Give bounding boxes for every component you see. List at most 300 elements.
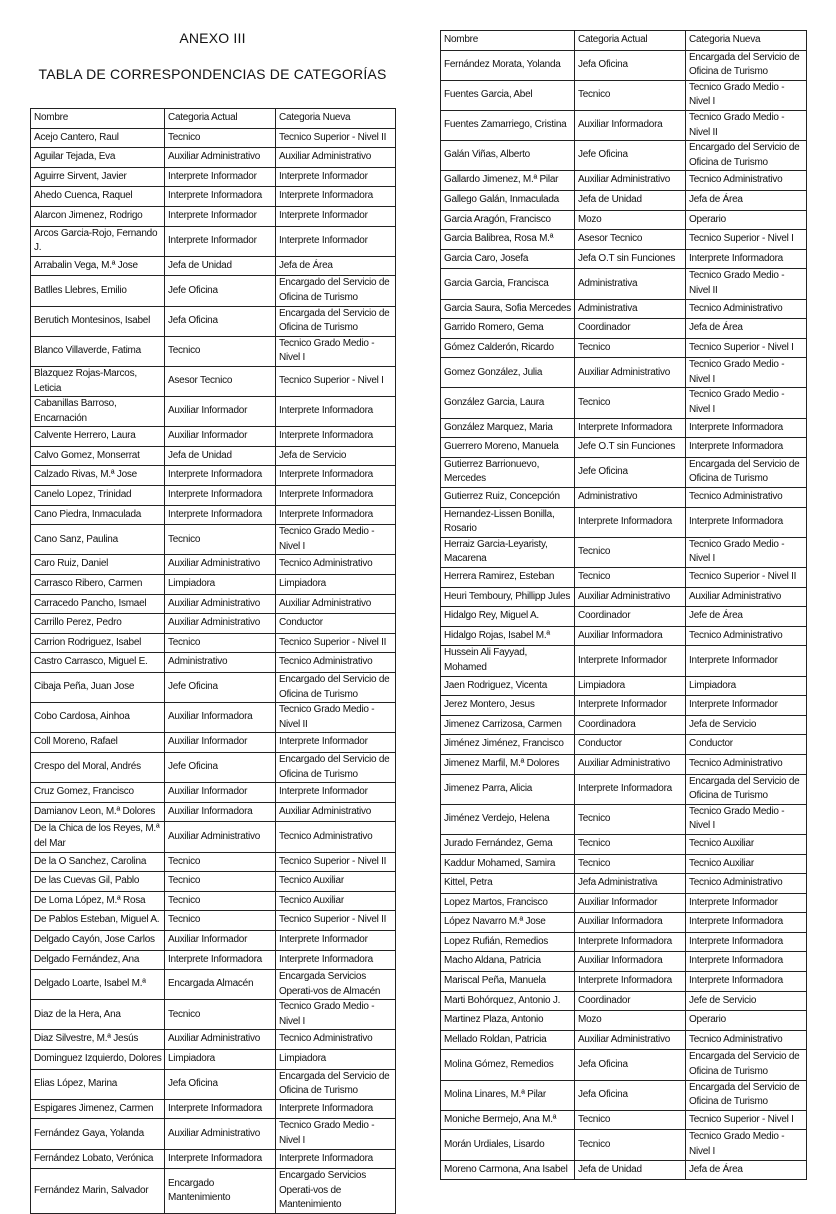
cell-nombre: Hidalgo Rey, Miguel A. — [441, 607, 575, 627]
cell-categoria-actual: Tecnico — [575, 338, 686, 358]
cell-categoria-actual: Coordinadora — [575, 715, 686, 735]
cell-categoria-actual: Encargada Almacén — [165, 970, 276, 1000]
cell-categoria-actual: Jefa Oficina — [575, 50, 686, 80]
cell-nombre: De la O Sanchez, Carolina — [31, 852, 165, 872]
cell-categoria-actual: Coordinador — [575, 319, 686, 339]
cell-categoria-nueva: Tecnico Superior - Nivel II — [276, 128, 396, 148]
table-row — [441, 952, 807, 972]
cell-categoria-actual: Mozo — [575, 1011, 686, 1031]
cell-categoria-nueva: Tecnico Superior - Nivel II — [276, 852, 396, 872]
cell-nombre: Jimenez Marfil, M.ª Dolores — [441, 754, 575, 774]
header-categoria-actual: Categoria Actual — [575, 31, 686, 51]
cell-categoria-nueva: Tecnico Administrativo — [686, 874, 807, 894]
cell-categoria-actual: Tecnico — [575, 1130, 686, 1160]
cell-categoria-actual: Auxiliar Administrativo — [165, 1030, 276, 1050]
cell-categoria-actual: Jefa Oficina — [165, 1069, 276, 1099]
cell-nombre: Gutierrez Barrionuevo, Mercedes — [441, 457, 575, 487]
cell-categoria-actual: Limpiadora — [165, 575, 276, 595]
cell-nombre: Jurado Fernández, Gema — [441, 834, 575, 854]
cell-categoria-actual: Jefa Oficina — [165, 306, 276, 336]
cell-nombre: Fuentes Garcia, Abel — [441, 80, 575, 110]
cell-categoria-nueva: Tecnico Grado Medio - Nivel I — [686, 358, 807, 388]
cell-categoria-nueva: Tecnico Superior - Nivel II — [686, 568, 807, 588]
cell-nombre: Guerrero Moreno, Manuela — [441, 438, 575, 458]
cell-categoria-actual: Limpiadora — [575, 676, 686, 696]
cell-categoria-nueva: Tecnico Grado Medio - Nivel I — [686, 80, 807, 110]
table-row — [31, 486, 396, 506]
cell-nombre: Carrion Rodriguez, Isabel — [31, 633, 165, 653]
cell-nombre: Garcia Balibrea, Rosa M.ª — [441, 230, 575, 250]
cell-nombre: Mariscal Peña, Manuela — [441, 972, 575, 992]
table-row — [31, 930, 396, 950]
cell-categoria-nueva: Tecnico Administrativo — [686, 488, 807, 508]
table-row — [31, 525, 396, 555]
cell-categoria-actual: Auxiliar Informador — [165, 397, 276, 427]
table-row — [441, 507, 807, 537]
cell-categoria-nueva: Tecnico Grado Medio - Nivel I — [686, 1130, 807, 1160]
cell-categoria-actual: Auxiliar Informador — [165, 427, 276, 447]
cell-categoria-nueva: Jefa de Área — [276, 256, 396, 276]
cell-nombre: Macho Aldana, Patricia — [441, 952, 575, 972]
cell-nombre: Delgado Cayón, Jose Carlos — [31, 930, 165, 950]
table-row — [441, 626, 807, 646]
table-row — [31, 1069, 396, 1099]
cell-nombre: Aguirre Sirvent, Javier — [31, 167, 165, 187]
table-row — [441, 171, 807, 191]
cell-nombre: Jiménez Verdejo, Helena — [441, 804, 575, 834]
cell-categoria-nueva: Interprete Informadora — [686, 249, 807, 269]
cell-categoria-actual: Auxiliar Administrativo — [165, 822, 276, 852]
cell-categoria-nueva: Conductor — [686, 735, 807, 755]
cell-categoria-nueva: Tecnico Grado Medio - Nivel II — [686, 110, 807, 140]
header-categoria-nueva: Categoria Nueva — [276, 109, 396, 129]
cell-categoria-actual: Administrativo — [575, 488, 686, 508]
cell-categoria-actual: Interprete Informadora — [575, 932, 686, 952]
table-row — [31, 446, 396, 466]
table-row — [31, 276, 396, 306]
cell-categoria-nueva: Operario — [686, 210, 807, 230]
cell-categoria-actual: Tecnico — [165, 911, 276, 931]
cell-nombre: Arrabalin Vega, M.ª Jose — [31, 256, 165, 276]
table-row — [31, 336, 396, 366]
cell-categoria-actual: Tecnico — [165, 1000, 276, 1030]
cell-categoria-nueva: Encargada del Servicio de Oficina de Turismo — [686, 1080, 807, 1110]
table-row — [441, 1110, 807, 1130]
table-row — [441, 715, 807, 735]
cell-nombre: Fernández Marin, Salvador — [31, 1169, 165, 1214]
cell-nombre: Jerez Montero, Jesus — [441, 696, 575, 716]
cell-categoria-nueva: Conductor — [276, 614, 396, 634]
cell-categoria-actual: Jefa de Unidad — [165, 256, 276, 276]
cell-categoria-nueva: Auxiliar Administrativo — [276, 802, 396, 822]
table-row — [441, 457, 807, 487]
table-row — [441, 1011, 807, 1031]
cell-categoria-nueva: Tecnico Superior - Nivel I — [686, 338, 807, 358]
table-row — [31, 822, 396, 852]
cell-categoria-nueva: Interprete Informadora — [276, 950, 396, 970]
cell-categoria-actual: Interprete Informadora — [165, 950, 276, 970]
table-row — [441, 50, 807, 80]
table-row — [441, 1160, 807, 1180]
table-row — [441, 80, 807, 110]
cell-categoria-actual: Tecnico — [575, 80, 686, 110]
table-row — [441, 1030, 807, 1050]
cell-categoria-actual: Tecnico — [165, 891, 276, 911]
cell-categoria-nueva: Tecnico Grado Medio - Nivel I — [276, 336, 396, 366]
table-row — [441, 418, 807, 438]
cell-categoria-actual: Tecnico — [165, 852, 276, 872]
cell-categoria-actual: Tecnico — [165, 336, 276, 366]
cell-categoria-nueva: Encargada del Servicio de Oficina de Turismo — [276, 1069, 396, 1099]
cell-categoria-actual: Auxiliar Informador — [165, 733, 276, 753]
cell-categoria-actual: Tecnico — [575, 834, 686, 854]
table-row — [31, 466, 396, 486]
cell-nombre: Molina Gómez, Remedios — [441, 1050, 575, 1080]
table-row — [31, 187, 396, 207]
cell-categoria-actual: Auxiliar Administrativo — [165, 614, 276, 634]
table-row — [31, 128, 396, 148]
cell-nombre: Blazquez Rojas-Marcos, Leticia — [31, 366, 165, 396]
table-row — [31, 733, 396, 753]
cell-nombre: Fernández Lobato, Verónica — [31, 1149, 165, 1169]
cell-categoria-actual: Interprete Informadora — [165, 1099, 276, 1119]
cell-nombre: Calvente Herrero, Laura — [31, 427, 165, 447]
cell-categoria-nueva: Tecnico Grado Medio - Nivel I — [276, 525, 396, 555]
cell-categoria-actual: Jefa de Unidad — [575, 190, 686, 210]
cell-categoria-actual: Jefa O.T sin Funciones — [575, 249, 686, 269]
document-title: ANEXO III — [179, 30, 246, 46]
cell-categoria-actual: Jefe Oficina — [575, 141, 686, 171]
cell-categoria-actual: Interprete Informadora — [575, 972, 686, 992]
cell-nombre: Martinez Plaza, Antonio — [441, 1011, 575, 1031]
cell-nombre: Fuentes Zamarriego, Cristina — [441, 110, 575, 140]
cell-categoria-actual: Tecnico — [575, 388, 686, 418]
cell-categoria-nueva: Tecnico Grado Medio - Nivel I — [276, 1000, 396, 1030]
table-row — [31, 594, 396, 614]
cell-categoria-nueva: Tecnico Administrativo — [686, 171, 807, 191]
table-row — [31, 1050, 396, 1070]
cell-nombre: Jiménez Jiménez, Francisco — [441, 735, 575, 755]
table-row — [31, 575, 396, 595]
table-row — [441, 804, 807, 834]
cell-nombre: Castro Carrasco, Miguel E. — [31, 653, 165, 673]
header-nombre: Nombre — [31, 109, 165, 129]
cell-categoria-nueva: Tecnico Grado Medio - Nivel II — [686, 269, 807, 299]
cell-categoria-nueva: Interprete Informadora — [276, 505, 396, 525]
table-row — [441, 754, 807, 774]
cell-categoria-actual: Auxiliar Administrativo — [575, 1030, 686, 1050]
cell-categoria-actual: Auxiliar Informador — [165, 783, 276, 803]
cell-nombre: Crespo del Moral, Andrés — [31, 752, 165, 782]
cell-categoria-nueva: Tecnico Grado Medio - Nivel I — [686, 388, 807, 418]
cell-categoria-nueva: Encargado del Servicio de Oficina de Turismo — [276, 752, 396, 782]
table-row — [31, 167, 396, 187]
cell-categoria-nueva: Interprete Informadora — [276, 187, 396, 207]
cell-categoria-nueva: Encargada del Servicio de Oficina de Turismo — [686, 50, 807, 80]
table-row — [31, 1000, 396, 1030]
table-row — [441, 587, 807, 607]
table-row — [31, 802, 396, 822]
cell-categoria-actual: Auxiliar Informadora — [575, 110, 686, 140]
cell-nombre: Kittel, Petra — [441, 874, 575, 894]
table-row — [31, 1099, 396, 1119]
table-row — [31, 1030, 396, 1050]
cell-categoria-actual: Mozo — [575, 210, 686, 230]
cell-categoria-nueva: Interprete Informadora — [276, 427, 396, 447]
cell-categoria-actual: Jefe Oficina — [165, 752, 276, 782]
cell-categoria-nueva: Interprete Informador — [686, 893, 807, 913]
cell-categoria-nueva: Tecnico Superior - Nivel II — [276, 911, 396, 931]
cell-categoria-actual: Tecnico — [165, 872, 276, 892]
table-row — [31, 256, 396, 276]
cell-categoria-actual: Administrativa — [575, 269, 686, 299]
table-row — [31, 306, 396, 336]
cell-categoria-nueva: Encargado Servicios Operati-vos de Mantenimiento — [276, 1169, 396, 1214]
table-row — [31, 673, 396, 703]
cell-nombre: López Navarro M.ª Jose — [441, 913, 575, 933]
cell-nombre: Kaddur Mohamed, Samira — [441, 854, 575, 874]
cell-nombre: Fernández Gaya, Yolanda — [31, 1119, 165, 1149]
cell-categoria-actual: Coordinador — [575, 991, 686, 1011]
table-row — [441, 913, 807, 933]
cell-categoria-nueva: Tecnico Administrativo — [276, 555, 396, 575]
cell-categoria-nueva: Interprete Informadora — [276, 1099, 396, 1119]
table-row — [441, 972, 807, 992]
cell-nombre: Aguilar Tejada, Eva — [31, 148, 165, 168]
table-row — [441, 774, 807, 804]
cell-categoria-nueva: Tecnico Grado Medio - Nivel I — [276, 1119, 396, 1149]
cell-categoria-actual: Jefa de Unidad — [165, 446, 276, 466]
cell-nombre: Delgado Loarte, Isabel M.ª — [31, 970, 165, 1000]
cell-nombre: Ahedo Cuenca, Raquel — [31, 187, 165, 207]
cell-categoria-actual: Tecnico — [575, 854, 686, 874]
table-row — [441, 299, 807, 319]
cell-nombre: Hidalgo Rojas, Isabel M.ª — [441, 626, 575, 646]
cell-categoria-nueva: Interprete Informador — [276, 167, 396, 187]
cell-nombre: Alarcon Jimenez, Rodrigo — [31, 206, 165, 226]
cell-nombre: Garcia Saura, Sofia Mercedes — [441, 299, 575, 319]
table-header-row — [441, 31, 807, 51]
cell-nombre: Berutich Montesinos, Isabel — [31, 306, 165, 336]
cell-categoria-actual: Jefa Oficina — [575, 1080, 686, 1110]
cell-nombre: Damianov Leon, M.ª Dolores — [31, 802, 165, 822]
table-row — [441, 1080, 807, 1110]
table-header-row — [31, 109, 396, 129]
cell-categoria-nueva: Interprete Informadora — [686, 913, 807, 933]
cell-categoria-actual: Jefe Oficina — [165, 276, 276, 306]
cell-categoria-actual: Tecnico — [575, 804, 686, 834]
cell-nombre: Gutierrez Ruiz, Concepción — [441, 488, 575, 508]
cell-categoria-nueva: Interprete Informadora — [686, 438, 807, 458]
table-row — [441, 1050, 807, 1080]
cell-nombre: Coll Moreno, Rafael — [31, 733, 165, 753]
cell-categoria-actual: Interprete Informador — [165, 226, 276, 256]
header-nombre: Nombre — [441, 31, 575, 51]
cell-categoria-nueva: Encargado del Servicio de Oficina de Turismo — [276, 276, 396, 306]
table-row — [441, 646, 807, 676]
table-row — [441, 1130, 807, 1160]
cell-categoria-actual: Interprete Informador — [575, 696, 686, 716]
cell-nombre: Elias López, Marina — [31, 1069, 165, 1099]
cell-nombre: De Loma López, M.ª Rosa — [31, 891, 165, 911]
cell-categoria-nueva: Encargado del Servicio de Oficina de Turismo — [276, 673, 396, 703]
cell-nombre: Herrera Ramirez, Esteban — [441, 568, 575, 588]
table-row — [31, 872, 396, 892]
cell-categoria-actual: Jefa Oficina — [575, 1050, 686, 1080]
table-row — [441, 358, 807, 388]
cell-categoria-nueva: Encargada del Servicio de Oficina de Turismo — [686, 1050, 807, 1080]
cell-nombre: Hernandez-Lissen Bonilla, Rosario — [441, 507, 575, 537]
cell-categoria-nueva: Encargada del Servicio de Oficina de Turismo — [686, 457, 807, 487]
cell-categoria-actual: Asesor Tecnico — [575, 230, 686, 250]
cell-nombre: Cibaja Peña, Juan Jose — [31, 673, 165, 703]
table-row — [441, 696, 807, 716]
cell-nombre: Acejo Cantero, Raul — [31, 128, 165, 148]
cell-categoria-nueva: Tecnico Administrativo — [686, 299, 807, 319]
cell-categoria-nueva: Interprete Informadora — [276, 466, 396, 486]
table-row — [31, 653, 396, 673]
cell-nombre: Carrillo Perez, Pedro — [31, 614, 165, 634]
cell-categoria-nueva: Encargada del Servicio de Oficina de Turismo — [276, 306, 396, 336]
cell-categoria-actual: Interprete Informadora — [575, 507, 686, 537]
cell-nombre: Garcia Garcia, Francisca — [441, 269, 575, 299]
cell-nombre: Cano Sanz, Paulina — [31, 525, 165, 555]
cell-categoria-actual: Tecnico — [575, 568, 686, 588]
table-row — [441, 854, 807, 874]
cell-nombre: Diaz Silvestre, M.ª Jesús — [31, 1030, 165, 1050]
cell-categoria-actual: Jefa de Unidad — [575, 1160, 686, 1180]
cell-categoria-nueva: Auxiliar Administrativo — [276, 594, 396, 614]
table-row — [31, 206, 396, 226]
cell-categoria-actual: Auxiliar Administrativo — [165, 555, 276, 575]
cell-categoria-actual: Auxiliar Administrativo — [575, 754, 686, 774]
cell-categoria-nueva: Interprete Informadora — [686, 932, 807, 952]
table-row — [31, 1169, 396, 1214]
table-row — [441, 676, 807, 696]
cell-categoria-nueva: Tecnico Grado Medio - Nivel I — [686, 804, 807, 834]
table-row — [441, 834, 807, 854]
cell-categoria-nueva: Interprete Informador — [276, 783, 396, 803]
table-row — [441, 190, 807, 210]
cell-categoria-actual: Auxiliar Administrativo — [575, 171, 686, 191]
cell-categoria-actual: Tecnico — [165, 128, 276, 148]
table-row — [31, 891, 396, 911]
cell-nombre: Blanco Villaverde, Fatima — [31, 336, 165, 366]
cell-nombre: Cano Piedra, Inmaculada — [31, 505, 165, 525]
cell-categoria-actual: Auxiliar Administrativo — [575, 587, 686, 607]
cell-categoria-nueva: Tecnico Auxiliar — [686, 854, 807, 874]
cell-categoria-nueva: Tecnico Administrativo — [276, 822, 396, 852]
cell-categoria-actual: Encargado Mantenimiento — [165, 1169, 276, 1214]
cell-nombre: De la Chica de los Reyes, M.ª del Mar — [31, 822, 165, 852]
table-row — [31, 1119, 396, 1149]
cell-categoria-actual: Tecnico — [575, 1110, 686, 1130]
table-row — [31, 148, 396, 168]
cell-nombre: Cruz Gomez, Francisco — [31, 783, 165, 803]
cell-categoria-actual: Auxiliar Administrativo — [165, 1119, 276, 1149]
cell-nombre: Moniche Bermejo, Ana M.ª — [441, 1110, 575, 1130]
cell-nombre: Lopez Martos, Francisco — [441, 893, 575, 913]
cell-categoria-nueva: Tecnico Auxiliar — [686, 834, 807, 854]
cell-nombre: Calvo Gomez, Monserrat — [31, 446, 165, 466]
cell-nombre: Espigares Jimenez, Carmen — [31, 1099, 165, 1119]
table-row — [31, 397, 396, 427]
cell-nombre: Cobo Cardosa, Ainhoa — [31, 703, 165, 733]
cell-nombre: De las Cuevas Gil, Pablo — [31, 872, 165, 892]
table-row — [31, 1149, 396, 1169]
cell-categoria-actual: Interprete Informadora — [575, 418, 686, 438]
cell-nombre: Jimenez Carrizosa, Carmen — [441, 715, 575, 735]
cell-categoria-nueva: Tecnico Administrativo — [686, 626, 807, 646]
cell-categoria-nueva: Jefa de Servicio — [686, 715, 807, 735]
cell-categoria-nueva: Interprete Informadora — [686, 972, 807, 992]
table-row — [441, 607, 807, 627]
table-row — [31, 226, 396, 256]
cell-nombre: González Marquez, Maria — [441, 418, 575, 438]
table-row — [31, 366, 396, 396]
cell-categoria-nueva: Jefa de Área — [686, 319, 807, 339]
cell-categoria-nueva: Tecnico Superior - Nivel I — [686, 230, 807, 250]
cell-nombre: Diaz de la Hera, Ana — [31, 1000, 165, 1030]
cell-categoria-nueva: Jefe de Servicio — [686, 991, 807, 1011]
cell-categoria-nueva: Limpiadora — [276, 1050, 396, 1070]
cell-categoria-nueva: Interprete Informador — [686, 646, 807, 676]
cell-nombre: Jimenez Parra, Alicia — [441, 774, 575, 804]
cell-categoria-actual: Jefe Oficina — [575, 457, 686, 487]
cell-categoria-nueva: Tecnico Superior - Nivel I — [276, 366, 396, 396]
cell-nombre: Carrasco Ribero, Carmen — [31, 575, 165, 595]
cell-categoria-actual: Jefe Oficina — [165, 673, 276, 703]
table-row — [441, 249, 807, 269]
cell-categoria-nueva: Interprete Informador — [276, 206, 396, 226]
cell-nombre: Calzado Rivas, M.ª Jose — [31, 466, 165, 486]
table-row — [441, 874, 807, 894]
cell-categoria-nueva: Encargado del Servicio de Oficina de Turismo — [686, 141, 807, 171]
cell-categoria-nueva: Jefa de Servicio — [276, 446, 396, 466]
table-row — [31, 970, 396, 1000]
cell-nombre: Garcia Aragón, Francisco — [441, 210, 575, 230]
cell-categoria-nueva: Tecnico Grado Medio - Nivel II — [276, 703, 396, 733]
cell-categoria-actual: Auxiliar Informador — [165, 930, 276, 950]
table-row — [441, 735, 807, 755]
cell-categoria-nueva: Limpiadora — [276, 575, 396, 595]
cell-categoria-actual: Tecnico — [165, 525, 276, 555]
cell-categoria-nueva: Tecnico Auxiliar — [276, 891, 396, 911]
cell-categoria-nueva: Encargada Servicios Operati-vos de Almacén — [276, 970, 396, 1000]
cell-nombre: Garcia Caro, Josefa — [441, 249, 575, 269]
cell-categoria-nueva: Encargada del Servicio de Oficina de Turismo — [686, 774, 807, 804]
cell-nombre: Fernández Morata, Yolanda — [441, 50, 575, 80]
cell-categoria-nueva: Tecnico Superior - Nivel II — [276, 633, 396, 653]
cell-categoria-nueva: Tecnico Grado Medio - Nivel I — [686, 537, 807, 567]
table-row — [31, 614, 396, 634]
cell-nombre: Canelo Lopez, Trinidad — [31, 486, 165, 506]
cell-categoria-actual: Conductor — [575, 735, 686, 755]
cell-categoria-actual: Tecnico — [575, 537, 686, 567]
cell-categoria-actual: Auxiliar Informadora — [575, 913, 686, 933]
header-categoria-actual: Categoria Actual — [165, 109, 276, 129]
cell-nombre: Marti Bohórquez, Antonio J. — [441, 991, 575, 1011]
cell-categoria-nueva: Interprete Informadora — [276, 486, 396, 506]
cell-categoria-nueva: Interprete Informador — [276, 930, 396, 950]
table-row — [441, 269, 807, 299]
cell-categoria-actual: Interprete Informador — [165, 206, 276, 226]
cell-categoria-actual: Asesor Tecnico — [165, 366, 276, 396]
cell-categoria-actual: Coordinador — [575, 607, 686, 627]
table-row — [31, 911, 396, 931]
cell-categoria-nueva: Limpiadora — [686, 676, 807, 696]
cell-nombre: Galán Viñas, Alberto — [441, 141, 575, 171]
